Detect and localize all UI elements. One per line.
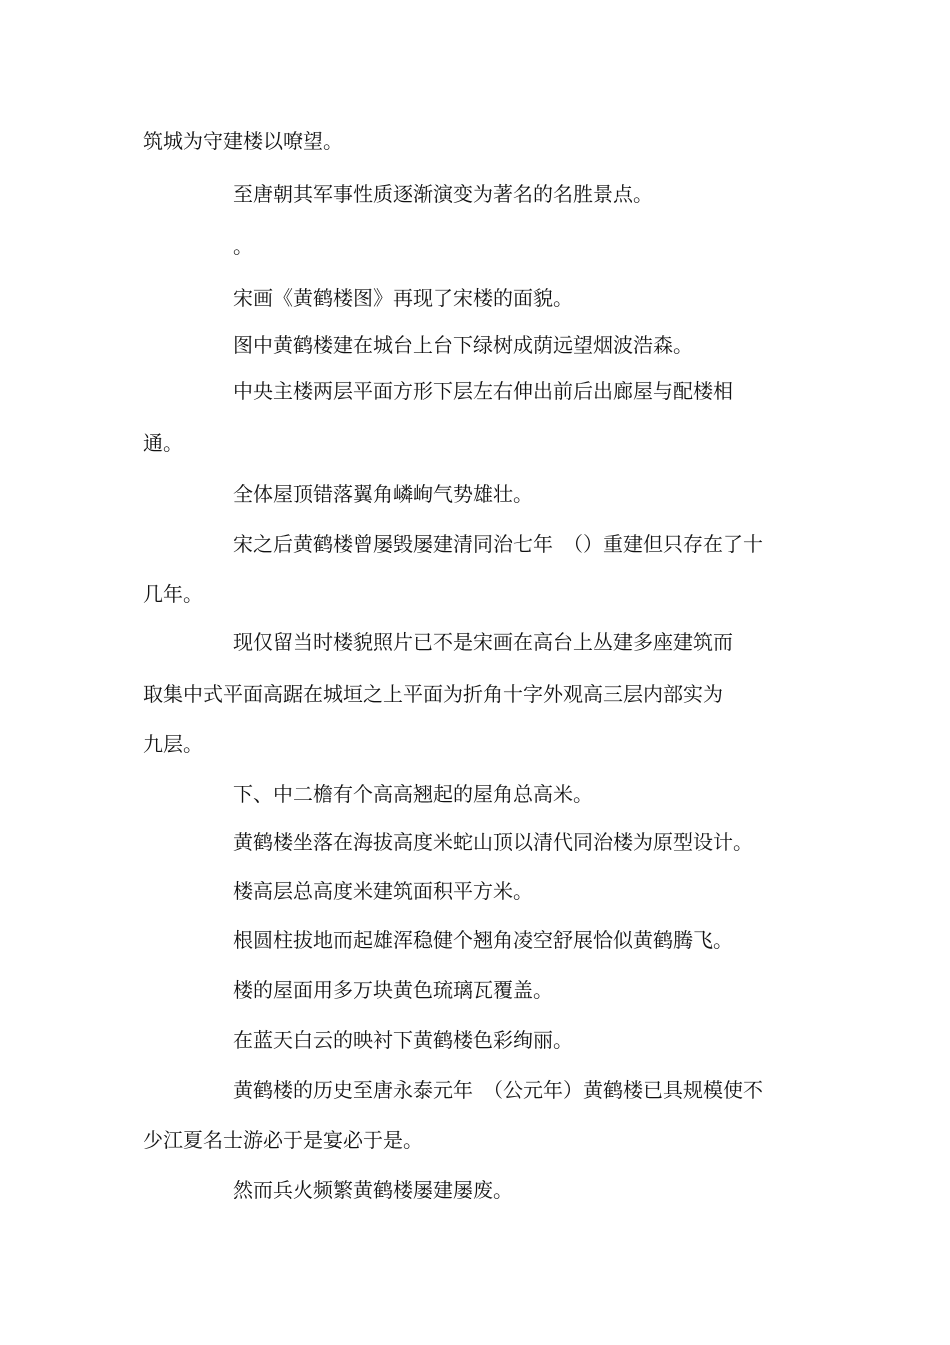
- text-line-18: 楼的屋面用多万块黄色琉璃瓦覆盖。: [233, 978, 553, 1002]
- text-line-19: 在蓝天白云的映衬下黄鹤楼色彩绚丽。: [233, 1028, 573, 1052]
- text-line-4: 宋画《黄鹤楼图》再现了宋楼的面貌。: [233, 286, 573, 310]
- text-line-5: 图中黄鹤楼建在城台上台下绿树成荫远望烟波浩森。: [233, 333, 693, 357]
- text-line-12: 取集中式平面高踞在城垣之上平面为折角十字外观高三层内部实为: [143, 682, 723, 706]
- text-line-13: 九层。: [143, 732, 203, 756]
- text-line-10: 几年。: [143, 582, 203, 606]
- text-line-15: 黄鹤楼坐落在海拔高度米蛇山顶以清代同治楼为原型设计。: [233, 830, 753, 854]
- text-line-6: 中央主楼两层平面方形下层左右伸出前后出廊屋与配楼相: [233, 379, 733, 403]
- text-line-7: 通。: [143, 431, 183, 455]
- text-line-17: 根圆柱拔地而起雄浑稳健个翘角凌空舒展恰似黄鹤腾飞。: [233, 928, 733, 952]
- text-line-16: 楼高层总高度米建筑面积平方米。: [233, 879, 533, 903]
- text-line-21: 少江夏名士游必于是宴必于是。: [143, 1128, 423, 1152]
- text-line-8: 全体屋顶错落翼角嶙峋气势雄壮。: [233, 482, 533, 506]
- text-line-3: 。: [233, 234, 253, 258]
- text-line-20: 黄鹤楼的历史至唐永泰元年 （公元年）黄鹤楼已具规模使不: [233, 1078, 763, 1102]
- text-line-11: 现仅留当时楼貌照片已不是宋画在高台上丛建多座建筑而: [233, 630, 733, 654]
- text-line-2: 至唐朝其军事性质逐渐演变为著名的名胜景点。: [233, 182, 653, 206]
- text-line-14: 下、中二檐有个高高翘起的屋角总高米。: [233, 782, 593, 806]
- text-line-22: 然而兵火频繁黄鹤楼屡建屡废。: [233, 1178, 513, 1202]
- text-line-1: 筑城为守建楼以嘹望。: [143, 129, 343, 153]
- text-line-9: 宋之后黄鹤楼曾屡毁屡建清同治七年 （）重建但只存在了十: [233, 532, 763, 556]
